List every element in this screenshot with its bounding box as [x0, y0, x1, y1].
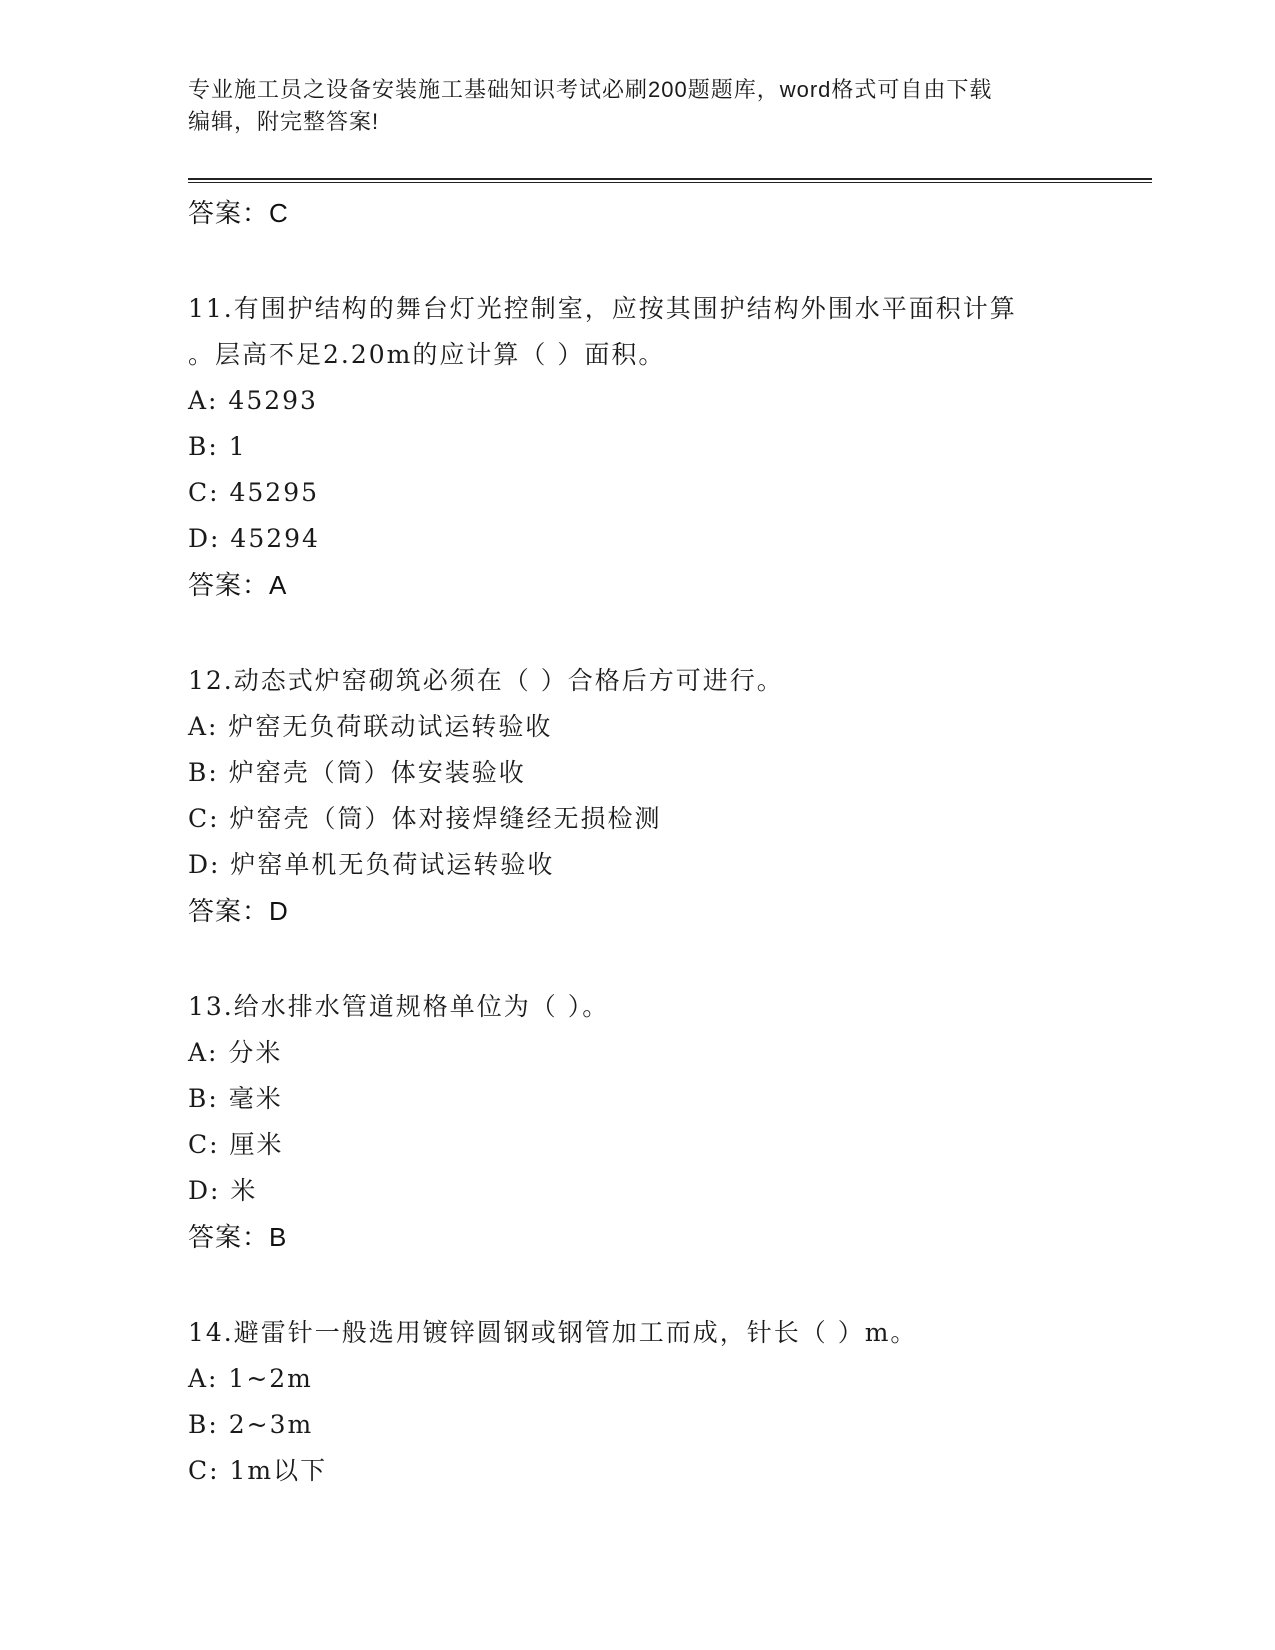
question-spacer	[188, 1260, 1088, 1310]
question-spacer	[188, 236, 1088, 286]
question-12	[188, 658, 1088, 934]
question-13-option-a: A: 分米	[188, 1038, 283, 1067]
answer-line-q10: 答案：C	[188, 198, 289, 228]
question-14-option-c: C: 1m以下	[188, 1456, 328, 1485]
question-12-option-b: B: 炉窑壳（筒）体安装验收	[188, 758, 526, 787]
question-11-text-line-2: 。层高不足2.20m的应计算（ ）面积。	[188, 340, 666, 369]
question-13-option-c: C: 厘米	[188, 1130, 284, 1159]
question-12-option-c: C: 炉窑壳（筒）体对接焊缝经无损检测	[188, 804, 662, 833]
header-title-line-1: 专业施工员之设备安装施工基础知识考试必刷200题题库，word格式可自由下载	[188, 77, 993, 102]
question-14-option-a: A: 1~2m	[188, 1364, 313, 1393]
question-spacer	[188, 608, 1088, 658]
question-13	[188, 984, 1088, 1260]
question-11	[188, 286, 1088, 608]
page-header	[188, 74, 1088, 138]
header-title-line-2: 编辑，附完整答案!	[188, 109, 380, 134]
question-11-option-d: D: 45294	[188, 524, 320, 553]
question-12-option-a: A: 炉窑无负荷联动试运转验收	[188, 712, 553, 741]
question-12-option-d: D: 炉窑单机无负荷试运转验收	[188, 850, 555, 879]
question-list	[188, 190, 1088, 1494]
question-14-text: 14.避雷针一般选用镀锌圆钢或钢管加工而成，针长（ ）m。	[188, 1318, 918, 1347]
question-13-option-d: D: 米	[188, 1176, 258, 1205]
question-14	[188, 1310, 1088, 1494]
question-12-text: 12.动态式炉窑砌筑必须在（ ）合格后方可进行。	[188, 666, 784, 695]
question-spacer	[188, 934, 1088, 984]
question-12-answer: 答案：D	[188, 896, 289, 926]
question-13-option-b: B: 毫米	[188, 1084, 283, 1113]
question-11-option-b: B: 1	[188, 432, 247, 461]
question-13-answer: 答案：B	[188, 1222, 288, 1252]
question-11-option-c: C: 45295	[188, 478, 320, 507]
question-14-option-b: B: 2~3m	[188, 1410, 314, 1439]
question-11-option-a: A: 45293	[188, 386, 318, 415]
header-divider	[188, 178, 1152, 183]
question-11-text-line-1: 11.有围护结构的舞台灯光控制室，应按其围护结构外围水平面积计算	[188, 294, 1017, 323]
question-11-answer: 答案：A	[188, 570, 288, 600]
question-13-text: 13.给水排水管道规格单位为（ ）。	[188, 992, 610, 1021]
